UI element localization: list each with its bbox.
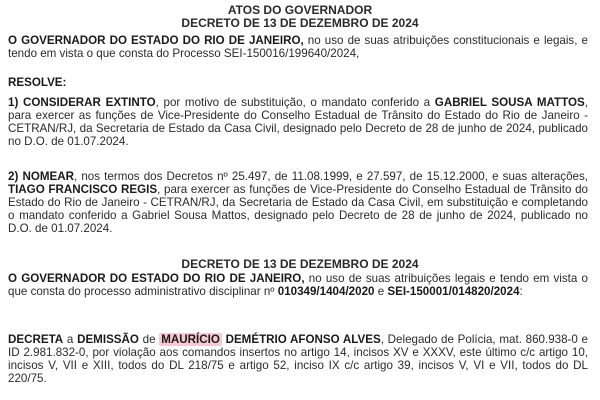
preamble-text: no uso de suas atribuições constitucionais e legais, e tendo em vista o que consta do Processo SEI-150016/199640/2024, [8,34,588,60]
de-text: de [138,333,160,346]
article-2-verb: 2) NOMEAR [8,170,74,183]
process-number-2: SEI-150001/014820/2024 [387,285,520,298]
article-1-text-a: , por motivo de substituição, o mandato conferido a [155,96,435,109]
decree-body [8,333,588,385]
name-rest: DEMÉTRIO AFONSO ALVES [221,333,381,346]
preamble-2 [8,272,588,298]
article-2-text-a: , nos termos dos Decretos nº 25.497, de 11.08.1999, e 27.597, de 15.12.2000, e suas alterações, [73,170,588,183]
decree-body-text: , Delegado de Polícia, mat. 860.938-0 e ID 2.981.832-0, por violação aos comandos insertos no artigo 14, incisos XV e XXXV, este último c/c artigo 10, incisos V, VII e XIII, todos do DL 218/75 e artigo 52, inciso IX c/c artigo 39, incisos V, VI e VII, todos do DL 220/75. [8,333,589,385]
process-number-1: 010349/1404/2020 [277,285,375,298]
demissao-label: DEMISSÃO [77,333,139,346]
preamble-1 [8,34,588,60]
governor-label-2: O GOVERNADOR DO ESTADO DO RIO DE JANEIRO, [8,272,305,285]
resolve-label [8,76,588,89]
highlighted-name: MAURÍCIO [161,333,220,346]
article-2 [8,170,588,235]
decreta-label: DECRETA [8,333,64,346]
article-1-verb: 1) CONSIDERAR EXTINTO [8,96,156,109]
governor-label: O GOVERNADOR DO ESTADO DO RIO DE JANEIRO, [8,34,304,47]
article-1-text-b: , para exercer as funções de Vice-Presidente do Conselho Estadual de Trânsito do Estado do Rio de Janeiro - CETRAN/RJ, da Secretaria de Estado da Casa Civil, designado pelo Decreto de 28 de junho de 2024, publicado no D.O. de 01.07.2024. [8,96,588,148]
resolve-text: RESOLVE: [8,76,67,89]
article-2-text-b: , para exercer as funções de Vice-Presidente do Conselho Estadual de Trânsito do Estado do Rio de Janeiro - CETRAN/RJ, da Secretaria de Estado da Casa Civil, em substituição e completando o mandato conferido a Gabriel Sousa Mattos, designado pelo Decreto de 28 de junho de 2024, publicado no D.O. de 01.07.2024. [8,183,588,235]
article-2-name: TIAGO FRANCISCO REGIS [8,183,158,196]
conjunction: e [374,285,388,298]
article-1-name: GABRIEL SOUSA MATTOS [434,96,585,109]
decree-heading-1: DECRETO DE 13 DE DEZEMBRO DE 2024 [181,16,419,30]
decree-heading-2: DECRETO DE 13 DE DEZEMBRO DE 2024 [181,257,419,271]
decreta-text: a [63,333,78,346]
colon: : [519,285,523,298]
preamble-2-text: no uso de suas atribuições legais e tendo em vista o que consta do processo administrativo disciplinar nº [8,272,588,298]
section-title: ATOS DO GOVERNADOR [227,3,373,17]
article-1 [8,96,588,148]
